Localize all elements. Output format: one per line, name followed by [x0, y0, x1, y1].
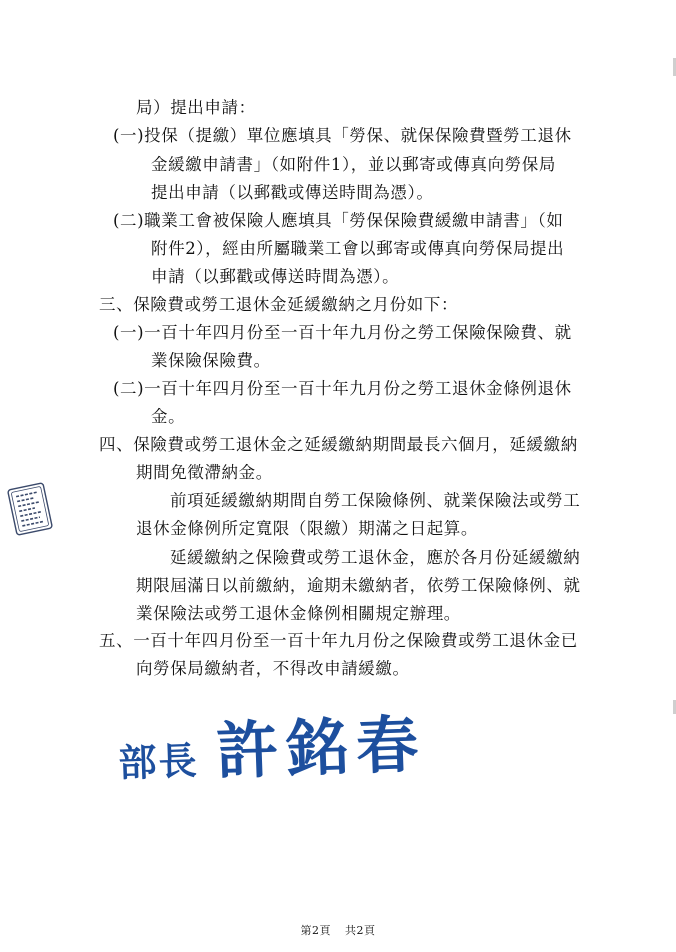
page-footer — [0, 922, 676, 938]
signature-title: 部長 — [117, 738, 200, 786]
signature — [117, 695, 428, 795]
text-line: 業保險法或勞工退休金條例相關規定辦理。 — [136, 604, 461, 623]
text-line: 向勞保局繳納者，不得改申請緩繳。 — [136, 659, 410, 678]
page-number: 第2頁 — [300, 924, 331, 937]
text-line: 期間免徵滯納金。 — [136, 463, 273, 482]
text-line: (一)一百十年四月份至一百十年九月份之勞工保險保險費、就 — [113, 323, 572, 342]
text-line: 退休金條例所定寬限（限繳）期滿之日起算。 — [136, 519, 478, 538]
text-line: 提出申請（以郵戳或傳送時間為憑）。 — [151, 183, 434, 202]
text-line: (二)一百十年四月份至一百十年九月份之勞工退休金條例退休 — [113, 379, 572, 398]
text-line: 金緩繳申請書」（如附件1），並以郵寄或傳真向勞保局 — [151, 155, 556, 174]
text-line: 前項延緩繳納期間自勞工保險條例、就業保險法或勞工 — [170, 491, 581, 510]
text-line: (一)投保（提繳）單位應填具「勞保、就保保險費暨勞工退休 — [113, 126, 572, 145]
stamp-seal-icon — [4, 480, 56, 538]
section-heading: 四、保險費或勞工退休金之延緩繳納期間最長六個月，延緩繳納 — [99, 435, 578, 454]
text-line: 金。 — [151, 407, 186, 426]
section-heading: 五、一百十年四月份至一百十年九月份之保險費或勞工退休金已 — [99, 631, 578, 650]
text-line: 延緩繳納之保險費或勞工退休金，應於各月份延緩繳納 — [170, 548, 581, 567]
section-heading: 三、保險費或勞工退休金延緩繳納之月份如下： — [99, 295, 459, 314]
page-total: 共2頁 — [345, 924, 376, 937]
text-line: (二)職業工會被保險人應填具「勞保保險費緩繳申請書」（如 — [113, 211, 564, 230]
text-line: 局）提出申請： — [136, 98, 256, 117]
text-line: 期限屆滿日以前繳納，逾期未繳納者，依勞工保險條例、就 — [136, 576, 581, 595]
text-line: 業保險保險費。 — [151, 351, 271, 370]
signature-name: 許銘春 — [214, 707, 428, 788]
text-line: 附件2），經由所屬職業工會以郵寄或傳真向勞保局提出 — [151, 239, 565, 258]
text-line: 申請（以郵戳或傳送時間為憑）。 — [151, 267, 400, 286]
